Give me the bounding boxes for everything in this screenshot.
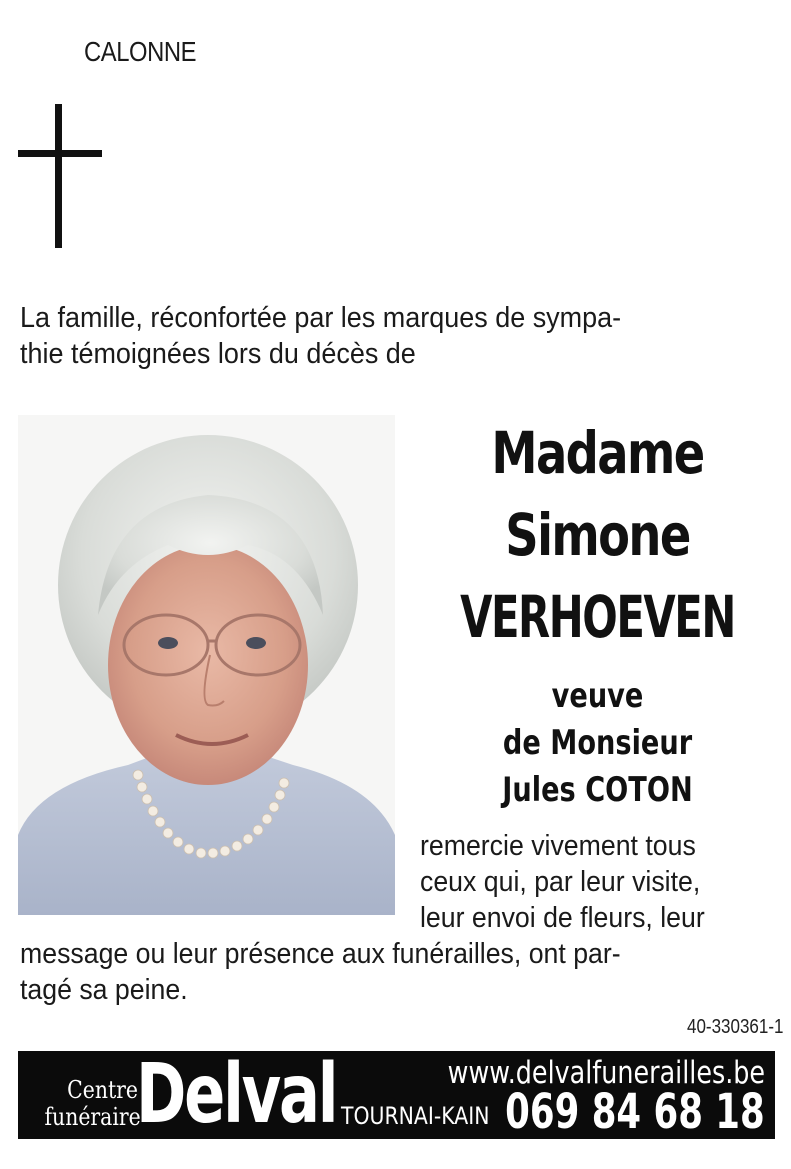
phone-number[interactable]: 069 84 68 18 [505, 1084, 765, 1139]
thanks-text-right [420, 828, 780, 936]
thanks-line: ceux qui, par leur visite, [420, 866, 701, 898]
spouse-line: veuve [551, 676, 644, 716]
centre-line: funéraire [44, 1103, 141, 1131]
deceased-first-name: Simone [505, 501, 690, 569]
portrait-photo [18, 415, 395, 915]
funeral-home-banner [18, 1051, 775, 1139]
thanks-line: remercie vivement tous [420, 830, 696, 862]
centre-line: Centre [67, 1076, 138, 1104]
intro-text [20, 300, 727, 372]
city-label: TOURNAI-KAIN [341, 1102, 490, 1130]
thanks-line: tagé sa peine. [20, 974, 188, 1006]
spouse-line: de Monsieur [502, 723, 693, 763]
intro-line: thie témoignées lors du décès de [20, 338, 416, 370]
location-label: CALONNE [84, 36, 197, 67]
thanks-text-full [20, 936, 780, 1008]
spouse-info [405, 673, 790, 814]
deceased-surname: VERHOEVEN [460, 583, 735, 651]
centre-label [45, 1077, 139, 1131]
thanks-line: message ou leur présence aux funérailles, ont par- [20, 938, 621, 970]
reference-number: 40-330361-1 [686, 1016, 783, 1038]
cross-icon [18, 104, 102, 248]
website-link[interactable]: www.delvalfunerailles.be [447, 1055, 765, 1091]
deceased-name [405, 412, 790, 658]
spouse-line: Jules COTON [502, 770, 693, 810]
intro-line: La famille, réconfortée par les marques de sympa- [20, 302, 622, 334]
thanks-line: leur envoi de fleurs, leur [420, 902, 705, 934]
brand-logo-text: Delval [136, 1051, 337, 1139]
deceased-title: Madame [491, 419, 704, 487]
